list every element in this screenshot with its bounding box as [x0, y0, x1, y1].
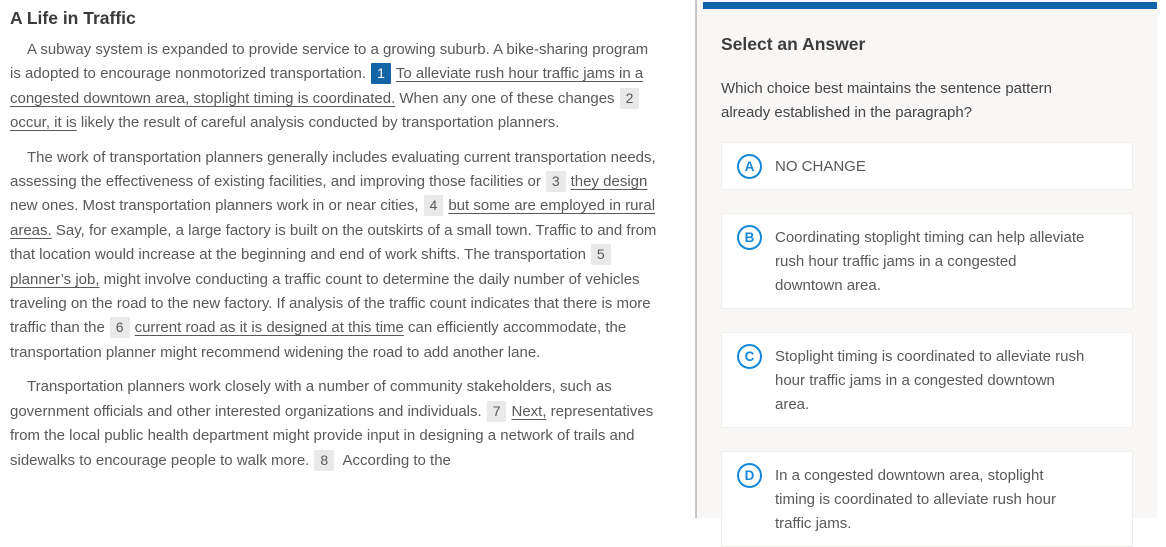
underlined-segment[interactable]: occur, it is	[10, 114, 77, 132]
question-marker-1-active[interactable]: 1	[371, 63, 391, 84]
option-letter-badge-C: C	[737, 344, 762, 369]
option-text-D: In a congested downtown area, stoplight timing is coordinated to alleviate rush hour traffic jams.	[775, 467, 1056, 532]
option-text-C: Stoplight timing is coordinated to alleviate rush hour traffic jams in a congested downtown area.	[775, 348, 1085, 413]
passage-text: According to the	[339, 451, 451, 469]
answer-panel	[697, 0, 1157, 532]
passage-text: Say, for example, a large factory is built on the outskirts of a small town. Traffic to and from that location would increase at the beginning and end of work shifts. The transportation	[10, 221, 657, 264]
question-marker-7[interactable]: 7	[487, 401, 507, 422]
question-marker-8[interactable]: 8	[314, 450, 334, 471]
underlined-segment[interactable]: Next,	[511, 402, 547, 420]
passage-text: When any one of these changes	[395, 89, 615, 107]
option-letter-badge-D: D	[737, 463, 762, 488]
passage-text: can efficiently accommodate, the transportation planner might recommend widening the road to add another lane.	[10, 319, 627, 361]
passage-text: The work of transportation planners generally includes evaluating current transportation needs, assessing the effectiveness of existing facilities, and improving those facilities or	[10, 148, 656, 191]
passage-text: might involve conducting a traffic count to determine the daily number of vehicles traveling on the road to the new factory. If analysis of the traffic count indicates that there is more traffic than the	[10, 270, 651, 337]
passage-text: A subway system is expanded to provide service to a growing suburb. A bike-sharing program is adopted to encourage nonmotorized transportation.	[10, 41, 649, 83]
option-text-B: Coordinating stoplight timing can help alleviate rush hour traffic jams in a congested downtown area.	[775, 229, 1085, 294]
question-marker-3[interactable]: 3	[546, 171, 566, 192]
question-marker-5[interactable]: 5	[591, 244, 611, 265]
passage-title: A Life in Traffic	[10, 8, 136, 28]
option-letter-badge-A: A	[737, 154, 762, 179]
answer-panel-heading: Select an Answer	[721, 34, 866, 54]
accent-bar	[703, 2, 1157, 9]
answer-option-B[interactable]	[721, 213, 1133, 309]
passage-paragraph	[10, 146, 660, 366]
passage-body	[10, 38, 685, 473]
passage-paragraph	[10, 38, 660, 136]
answer-option-A[interactable]	[721, 142, 1133, 190]
underlined-segment[interactable]: current road as it is designed at this time	[134, 319, 404, 337]
option-letter-badge-B: B	[737, 225, 762, 250]
question-marker-6[interactable]: 6	[110, 317, 130, 338]
underlined-segment[interactable]: To alleviate rush hour traffic jams in a congested downtown area, stoplight timing is coordinated.	[10, 65, 644, 107]
passage-text: new ones. Most transportation planners work in or near cities,	[10, 197, 419, 215]
passage-text: likely the result of careful analysis conducted by transportation planners.	[76, 114, 560, 132]
options-list	[721, 142, 1133, 547]
option-text-A: NO CHANGE	[775, 158, 866, 175]
underlined-segment[interactable]: planner’s job,	[10, 270, 100, 288]
question-text: Which choice best maintains the sentence pattern already established in the paragraph?	[721, 80, 1053, 121]
answer-option-C[interactable]	[721, 332, 1133, 428]
underlined-segment[interactable]: they design	[570, 173, 648, 191]
passage-text: representatives from the local public health department might provide input in designing a network of trails and sidewalks to encourage people to walk more.	[10, 402, 654, 469]
passage-text: Transportation planners work closely with a number of community stakeholders, such as government officials and other interested organizations and individuals.	[10, 378, 612, 420]
underlined-segment[interactable]: but some are employed in rural areas.	[10, 197, 656, 239]
question-marker-4[interactable]: 4	[424, 195, 444, 216]
question-marker-2[interactable]: 2	[620, 88, 640, 109]
passage-paragraph	[10, 375, 660, 473]
answer-option-D[interactable]	[721, 451, 1133, 547]
